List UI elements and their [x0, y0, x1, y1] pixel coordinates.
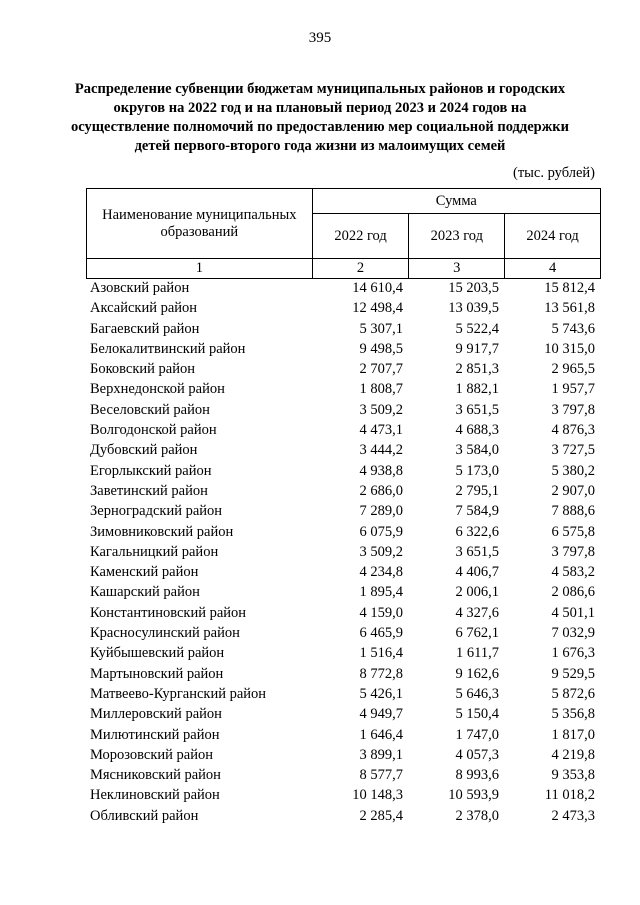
- district-name: Миллеровский район: [90, 706, 222, 723]
- table-row: [86, 562, 601, 582]
- amount-2024: 6 575,8: [551, 523, 595, 540]
- table-row: [86, 785, 601, 805]
- year-header-2023: 2023 год: [409, 214, 505, 259]
- table-row: [86, 420, 601, 440]
- table-row: [86, 725, 601, 745]
- district-name: Аксайский район: [90, 300, 198, 317]
- amount-2024: 10 315,0: [544, 340, 595, 357]
- amount-2024: 4 876,3: [551, 422, 595, 439]
- amount-2023: 5 150,4: [455, 706, 499, 723]
- amount-2022: 7 289,0: [359, 503, 403, 520]
- column-number-3: 3: [409, 259, 505, 279]
- table-row: [86, 684, 601, 704]
- district-name: Куйбышевский район: [90, 645, 225, 662]
- amount-2023: 1 747,0: [455, 726, 499, 743]
- amount-2024: 5 380,2: [551, 462, 595, 479]
- amount-2023: 5 522,4: [455, 320, 499, 337]
- amount-2024: 2 086,6: [551, 584, 595, 601]
- amount-2024: 7 032,9: [551, 625, 595, 642]
- table-row: [86, 603, 601, 623]
- amount-2023: 2 378,0: [455, 807, 499, 824]
- district-name: Матвеево-Курганский район: [90, 685, 267, 702]
- district-name: Морозовский район: [90, 746, 214, 763]
- district-name: Константиновский район: [90, 604, 247, 621]
- district-name: Мартыновский район: [90, 665, 224, 682]
- table-row: [86, 643, 601, 663]
- district-name: Зерноградский район: [90, 503, 223, 520]
- district-name: Верхнедонской район: [90, 381, 225, 398]
- sum-header: Сумма: [312, 189, 600, 214]
- amount-2023: 13 039,5: [448, 300, 499, 317]
- amount-2022: 5 307,1: [359, 320, 403, 337]
- amount-2024: 5 356,8: [551, 706, 595, 723]
- amount-2022: 4 949,7: [359, 706, 403, 723]
- district-name: Боковский район: [90, 361, 195, 378]
- amount-2022: 9 498,5: [359, 340, 403, 357]
- amount-2022: 6 075,9: [359, 523, 403, 540]
- amount-2023: 1 611,7: [456, 645, 499, 662]
- amount-2022: 3 899,1: [359, 746, 403, 763]
- year-header-2022: 2022 год: [312, 214, 409, 259]
- district-name: Азовский район: [90, 280, 190, 296]
- amount-2023: 4 406,7: [455, 564, 499, 581]
- amount-2022: 8 577,7: [359, 767, 403, 784]
- amount-2023: 4 327,6: [455, 604, 499, 621]
- district-name: Обливский район: [90, 807, 199, 824]
- table-row: [86, 582, 601, 602]
- district-name: Егорлыкский район: [90, 462, 212, 479]
- amount-2022: 2 686,0: [359, 482, 403, 499]
- table-row: [86, 806, 601, 826]
- table-row: [86, 765, 601, 785]
- amount-2022: 3 509,2: [359, 401, 403, 418]
- amount-2022: 4 159,0: [359, 604, 403, 621]
- amount-2022: 1 895,4: [359, 584, 403, 601]
- amount-2023: 8 993,6: [455, 767, 499, 784]
- district-name: Заветинский район: [90, 482, 208, 499]
- amount-2024: 3 797,8: [551, 543, 595, 560]
- district-name: Милютинский район: [90, 726, 220, 743]
- page-number: 395: [308, 30, 332, 46]
- amount-2024: 13 561,8: [544, 300, 595, 317]
- table-row: [86, 542, 601, 562]
- amount-2023: 7 584,9: [455, 503, 499, 520]
- amount-2023: 3 584,0: [455, 442, 499, 459]
- data-table: [86, 278, 601, 826]
- amount-2024: 5 872,6: [551, 685, 595, 702]
- district-name: Кагальницкий район: [90, 543, 219, 560]
- amount-2024: 11 018,2: [544, 787, 595, 804]
- amount-2023: 4 688,3: [455, 422, 499, 439]
- district-name: Зимовниковский район: [90, 523, 234, 540]
- table-row: [86, 339, 601, 359]
- amount-2022: 12 498,4: [352, 300, 403, 317]
- table-row: [86, 481, 601, 501]
- table-row: [86, 745, 601, 765]
- amount-2023: 9 162,6: [455, 665, 499, 682]
- amount-2024: 2 473,3: [551, 807, 595, 824]
- amount-2022: 3 444,2: [359, 442, 403, 459]
- amount-2022: 4 473,1: [359, 422, 403, 439]
- table-row: [86, 664, 601, 684]
- amount-2023: 9 917,7: [455, 340, 499, 357]
- table-header: [86, 188, 601, 279]
- amount-2024: 4 501,1: [551, 604, 595, 621]
- amount-2022: 14 610,4: [352, 280, 403, 296]
- district-name: Кашарский район: [90, 584, 200, 601]
- table-row: [86, 359, 601, 379]
- amount-2022: 2 707,7: [359, 361, 403, 378]
- district-name: Неклиновский район: [90, 787, 220, 804]
- amount-2024: 5 743,6: [551, 320, 595, 337]
- amount-2024: 3 727,5: [551, 442, 595, 459]
- amount-2023: 6 322,6: [455, 523, 499, 540]
- table-row: [86, 623, 601, 643]
- table-row: [86, 298, 601, 318]
- amount-2024: 7 888,6: [551, 503, 595, 520]
- amount-2024: 4 219,8: [551, 746, 595, 763]
- amount-2024: 2 907,0: [551, 482, 595, 499]
- amount-2022: 1 808,7: [359, 381, 403, 398]
- table-row: [86, 379, 601, 399]
- amount-2022: 5 426,1: [359, 685, 403, 702]
- district-name: Волгодонской район: [90, 422, 217, 439]
- table-row: [86, 319, 601, 339]
- amount-2024: 1 817,0: [551, 726, 595, 743]
- table-row: [86, 440, 601, 460]
- amount-2024: 2 965,5: [551, 361, 595, 378]
- amount-2024: 9 353,8: [551, 767, 595, 784]
- table-row: [86, 278, 601, 298]
- amount-2022: 8 772,8: [359, 665, 403, 682]
- amount-2022: 4 234,8: [359, 564, 403, 581]
- amount-2023: 4 057,3: [455, 746, 499, 763]
- amount-2024: 1 676,3: [551, 645, 595, 662]
- district-name: Багаевский район: [90, 320, 200, 337]
- table-row: [86, 461, 601, 481]
- amount-2022: 3 509,2: [359, 543, 403, 560]
- column-number-2: 2: [312, 259, 409, 279]
- table-row: [86, 501, 601, 521]
- document-title: Распределение субвенции бюджетам муниципальных районов и городских округов на 2022 год и на плановый период 2023 и 2024 годов на осуществление полномочий по предоставлению мер социальной поддержки детей первого-второго года жизни из малоимущих семей: [71, 81, 569, 154]
- amount-2023: 2 851,3: [455, 361, 499, 378]
- amount-2023: 3 651,5: [455, 543, 499, 560]
- amount-2024: 4 583,2: [551, 564, 595, 581]
- amount-2022: 1 516,4: [359, 645, 403, 662]
- year-header-2024: 2024 год: [505, 214, 601, 259]
- table-row: [86, 400, 601, 420]
- district-name: Красносулинский район: [90, 625, 240, 642]
- amount-2022: 2 285,4: [359, 807, 403, 824]
- amount-2023: 5 646,3: [455, 685, 499, 702]
- amount-2022: 6 465,9: [359, 625, 403, 642]
- table-row: [86, 522, 601, 542]
- amount-2023: 5 173,0: [455, 462, 499, 479]
- amount-2023: 2 006,1: [455, 584, 499, 601]
- amount-2023: 6 762,1: [455, 625, 499, 642]
- amount-2023: 15 203,5: [448, 280, 499, 296]
- district-name: Мясниковский район: [90, 767, 221, 784]
- column-number-1: 1: [87, 259, 313, 279]
- amount-2024: 15 812,4: [544, 280, 595, 296]
- table-row: [86, 704, 601, 724]
- column-number-4: 4: [505, 259, 601, 279]
- amount-2023: 3 651,5: [455, 401, 499, 418]
- district-name: Дубовский район: [90, 442, 198, 459]
- amount-2022: 10 148,3: [352, 787, 403, 804]
- amount-2023: 10 593,9: [448, 787, 499, 804]
- amount-2022: 1 646,4: [359, 726, 403, 743]
- district-name: Белокалитвинский район: [90, 340, 246, 357]
- units-label: (тыс. рублей): [513, 165, 595, 181]
- amount-2024: 9 529,5: [551, 665, 595, 682]
- amount-2024: 1 957,7: [551, 381, 595, 398]
- amount-2023: 1 882,1: [455, 381, 499, 398]
- district-name: Веселовский район: [90, 401, 210, 418]
- district-name: Каменский район: [90, 564, 199, 581]
- amount-2022: 4 938,8: [359, 462, 403, 479]
- name-column-header: Наименование муниципальных образований: [87, 189, 313, 259]
- amount-2024: 3 797,8: [551, 401, 595, 418]
- amount-2023: 2 795,1: [455, 482, 499, 499]
